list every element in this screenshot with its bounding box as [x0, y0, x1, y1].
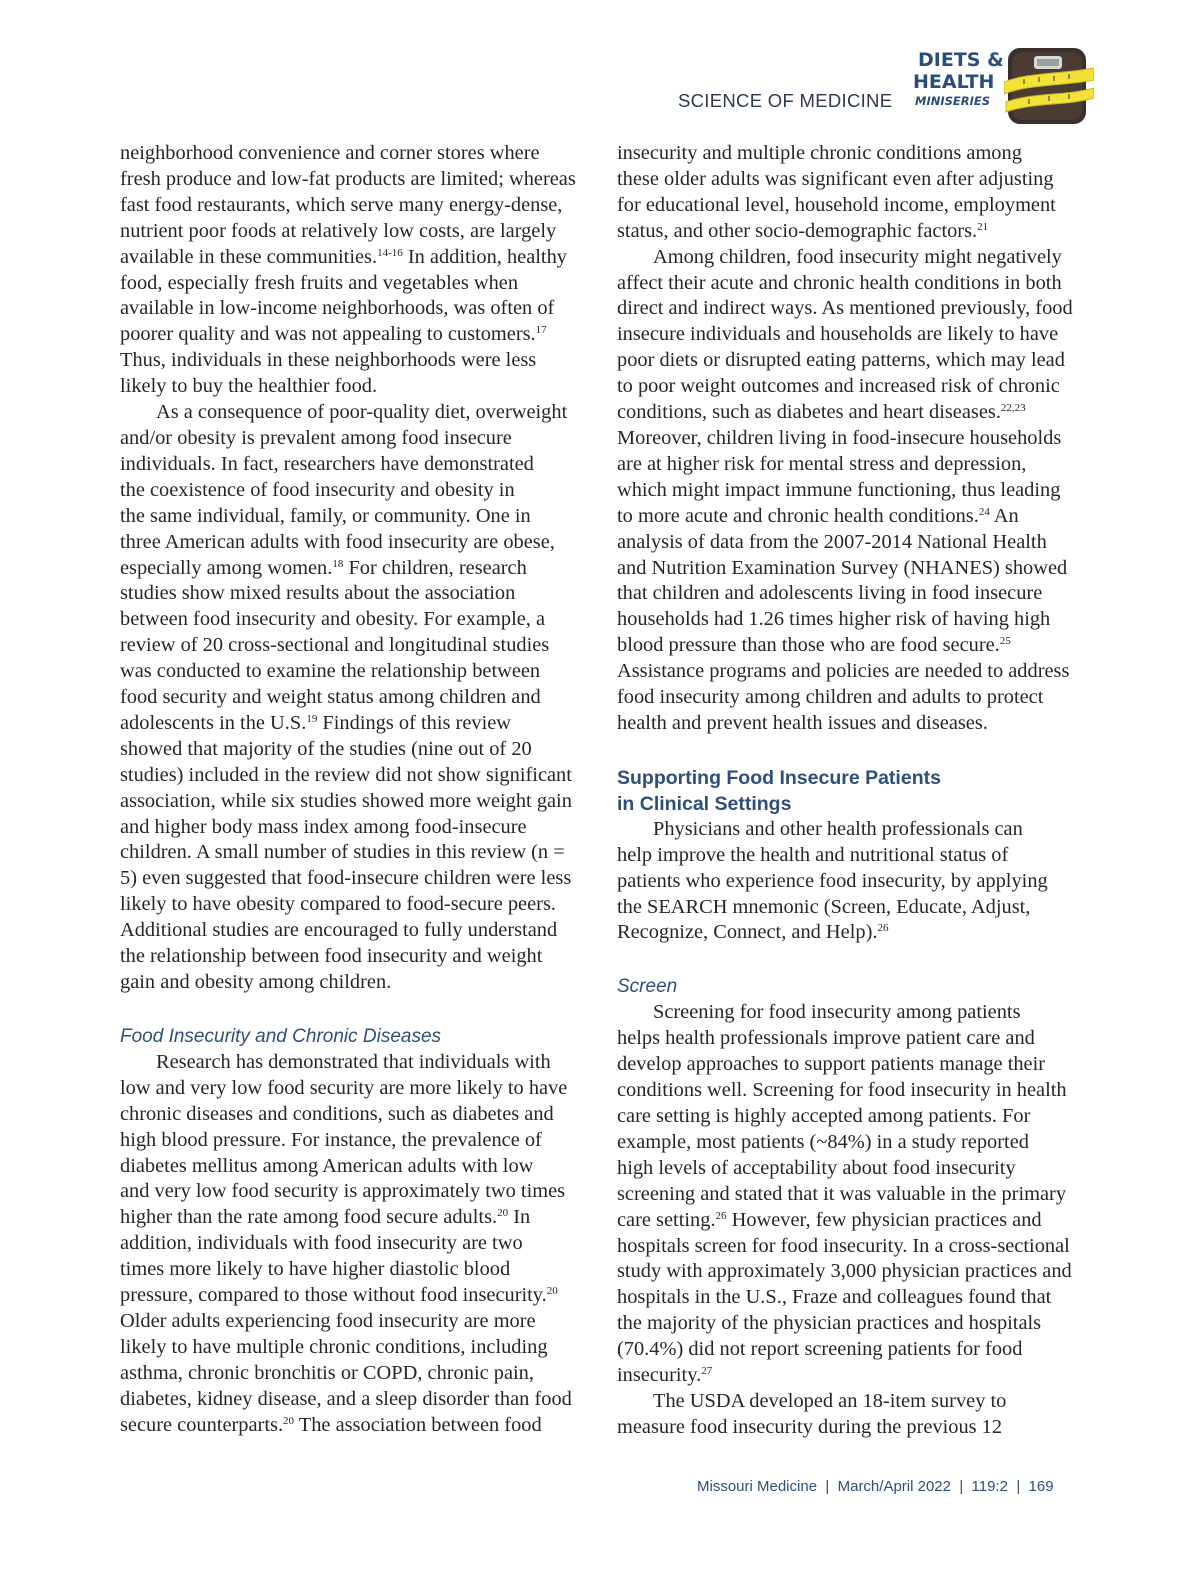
text-line: blood pressure than those who are food secure.$^{25}$	[617, 634, 1011, 657]
text-line: conditions, such as diabetes and heart diseases.$^{22,23}$	[617, 401, 1026, 424]
text-line: and Nutrition Examination Survey (NHANES) showed	[617, 556, 1068, 579]
text-line: Assistance programs and policies are needed to address	[617, 660, 1070, 683]
text-line: the relationship between food insecurity and weight	[120, 945, 543, 968]
text-line: health and prevent health issues and diseases.	[617, 711, 988, 734]
text-line: analysis of data from the 2007-2014 National Health	[617, 530, 1047, 553]
subheading-screen: Screen	[617, 976, 678, 998]
text-line: children. A small number of studies in this review (n =	[120, 841, 565, 864]
text-line: help improve the health and nutritional status of	[617, 843, 1009, 866]
text-line: asthma, chronic bronchitis or COPD, chronic pain,	[120, 1361, 534, 1384]
text-line: for educational level, household income, employment	[617, 193, 1056, 216]
text-line: Research has demonstrated that individuals with	[156, 1050, 551, 1073]
text-line: food insecurity among children and adults to protect	[617, 686, 1044, 709]
text-line: review of 20 cross-sectional and longitudinal studies	[120, 634, 550, 657]
text-line: fast food restaurants, which serve many energy-dense,	[120, 193, 563, 216]
text-line: poorer quality and was not appealing to customers.$^{17}$	[120, 323, 547, 346]
citation: 20	[546, 1284, 558, 1297]
text-line: As a consequence of poor-quality diet, overweight	[156, 401, 568, 424]
citation: 21	[977, 220, 989, 233]
text-line: the same individual, family, or community. One in	[120, 504, 531, 527]
text-line: care setting is highly accepted among patients. For	[617, 1105, 1031, 1127]
text-line: addition, individuals with food insecurity are two	[120, 1232, 523, 1255]
text-line: to more acute and chronic health conditions.$^{24}$ An	[617, 504, 1019, 527]
text-line: conditions well. Screening for food insecurity in health	[617, 1079, 1067, 1102]
text-line: and very low food security is approximately two times	[120, 1180, 566, 1203]
text-line: example, most patients (~84%) in a study reported	[617, 1130, 1029, 1153]
text-line: (70.4%) did not report screening patients for food	[617, 1338, 1023, 1361]
text-line: these older adults was significant even after adjusting	[617, 167, 1054, 190]
text-line: hospitals in the U.S., Fraze and colleagues found that	[617, 1286, 1052, 1309]
text-line: diabetes mellitus among American adults with low	[120, 1154, 534, 1177]
text-line: the SEARCH mnemonic (Screen, Educate, Adjust,	[617, 895, 1031, 918]
text-line: Moreover, children living in food-insecure households	[617, 426, 1062, 449]
text-line: food, especially fresh fruits and vegetables when	[120, 271, 519, 294]
citation: 17	[535, 324, 547, 337]
bathroom-scale-with-measuring-tape-icon	[1004, 46, 1094, 128]
running-header: SCIENCE OF MEDICINE	[678, 90, 893, 111]
subheading-food-insecurity-chronic-diseases: Food Insecurity and Chronic Diseases	[120, 1025, 442, 1047]
text-line: screening and stated that it was valuable in the primary	[617, 1182, 1067, 1205]
text-line: high blood pressure. For instance, the prevalence of	[120, 1128, 542, 1151]
text-line: higher than the rate among food secure adults.$^{20}$ In	[120, 1206, 531, 1229]
citation: 24	[978, 505, 990, 518]
text-line: food security and weight status among children and	[120, 686, 541, 709]
citation: 14-16	[377, 246, 403, 259]
text-line: insecure individuals and households are likely to have	[617, 323, 1059, 346]
logo-line-3: MINISERIES	[915, 94, 991, 108]
text-line: which might impact immune functioning, thus leading	[617, 478, 1061, 501]
text-line: low and very low food security are more likely to have	[120, 1076, 568, 1099]
text-line: adolescents in the U.S.$^{19}$ Findings of this review	[120, 711, 512, 734]
citation: 26	[877, 922, 889, 935]
text-line: affect their acute and chronic health conditions in both	[617, 271, 1062, 294]
text-line: 5) even suggested that food-insecure children were less	[120, 867, 572, 890]
text-line: between food insecurity and obesity. For example, a	[120, 608, 546, 631]
text-line: Recognize, Connect, and Help).$^{26}$	[617, 921, 889, 944]
section-title: Supporting Food Insecure Patients	[617, 766, 941, 789]
left-column	[120, 141, 590, 1439]
text-line: neighborhood convenience and corner stores where	[120, 142, 540, 164]
text-line: high levels of acceptability about food insecurity	[617, 1156, 1016, 1179]
citation: 22,23	[1000, 401, 1026, 414]
text-line: poor diets or disrupted eating patterns, which may lead	[617, 349, 1065, 372]
citation: 19	[306, 712, 318, 725]
text-line: insecurity and multiple chronic conditions among	[617, 142, 1022, 164]
right-column	[617, 141, 1092, 1441]
text-line: hospitals screen for food insecurity. In a cross-sectional	[617, 1234, 1070, 1257]
text-line: the coexistence of food insecurity and obesity in	[120, 478, 515, 501]
citation: 27	[701, 1364, 713, 1377]
text-line: develop approaches to support patients manage their	[617, 1053, 1046, 1076]
text-line: Screening for food insecurity among patients	[653, 1001, 1021, 1024]
text-line: Physicians and other health professionals can	[653, 817, 1023, 840]
text-line: and/or obesity is prevalent among food insecure	[120, 426, 512, 449]
text-line: and higher body mass index among food-insecure	[120, 815, 527, 838]
text-line: studies) included in the review did not show significant	[120, 763, 572, 786]
citation: 20	[283, 1414, 295, 1427]
text-line: pressure, compared to those without food insecurity.$^{20}$	[120, 1284, 558, 1307]
text-line: likely to have multiple chronic conditions, including	[120, 1335, 548, 1358]
text-line: available in these communities.$^{14-16}$ In addition, healthy	[120, 245, 567, 268]
text-line: that children and adolescents living in food insecure	[617, 582, 1043, 605]
text-line: Thus, individuals in these neighborhoods were less	[120, 349, 537, 372]
text-line: Among children, food insecurity might negatively	[653, 245, 1062, 268]
text-line: helps health professionals improve patient care and	[617, 1027, 1035, 1050]
citation: 26	[715, 1209, 727, 1222]
text-line: households had 1.26 times higher risk of having high	[617, 608, 1051, 631]
text-line: times more likely to have higher diastolic blood	[120, 1258, 511, 1281]
text-line: chronic diseases and conditions, such as diabetes and	[120, 1102, 554, 1125]
text-line: likely to have obesity compared to food-secure peers.	[120, 893, 556, 916]
text-line: showed that majority of the studies (nine out of 20	[120, 737, 532, 760]
text-line: The USDA developed an 18-item survey to	[653, 1389, 1007, 1412]
citation: 20	[497, 1207, 509, 1220]
text-line: status, and other socio-demographic factors.$^{21}$	[617, 219, 989, 242]
text-line: measure food insecurity during the previous 12	[617, 1415, 1003, 1438]
text-line: likely to buy the healthier food.	[120, 375, 378, 398]
logo-line-1: DIETS &	[918, 49, 1004, 71]
text-line: are at higher risk for mental stress and depression,	[617, 452, 1027, 475]
text-line: fresh produce and low-fat products are limited; whereas	[120, 167, 576, 190]
section-title: in Clinical Settings	[617, 792, 792, 815]
text-line: to poor weight outcomes and increased risk of chronic	[617, 375, 1060, 398]
text-line: the majority of the physician practices and hospitals	[617, 1312, 1042, 1335]
page-footer: Missouri Medicine | March/April 2022 | 119:2 | 169	[697, 1478, 1054, 1495]
text-line: Additional studies are encouraged to fully understand	[120, 919, 558, 942]
text-line: patients who experience food insecurity, by applying	[617, 869, 1048, 892]
citation: 25	[999, 635, 1011, 648]
text-line: three American adults with food insecurity are obese,	[120, 530, 555, 553]
text-line: study with approximately 3,000 physician practices and	[617, 1260, 1072, 1283]
text-line: individuals. In fact, researchers have demonstrated	[120, 452, 534, 475]
text-line: available in low-income neighborhoods, was often of	[120, 297, 555, 320]
text-line: association, while six studies showed more weight gain	[120, 789, 572, 812]
citation: 18	[332, 557, 344, 570]
text-line: Older adults experiencing food insecurity are more	[120, 1309, 536, 1332]
logo-line-2: HEALTH	[913, 71, 995, 93]
text-line: direct and indirect ways. As mentioned previously, food	[617, 297, 1073, 320]
text-line: secure counterparts.$^{20}$ The association between food	[120, 1413, 542, 1436]
miniseries-logo	[908, 46, 1094, 128]
text-line: studies show mixed results about the association	[120, 582, 516, 605]
text-line: diabetes, kidney disease, and a sleep disorder than food	[120, 1387, 572, 1410]
text-line: care setting.$^{26}$ However, few physician practices and	[617, 1208, 1042, 1231]
text-line: was conducted to examine the relationship between	[120, 660, 541, 683]
text-line: insecurity.$^{27}$	[617, 1364, 713, 1387]
text-line: especially among women.$^{18}$ For children, research	[120, 556, 527, 579]
text-line: nutrient poor foods at relatively low costs, are largely	[120, 219, 557, 242]
text-line: gain and obesity among children.	[120, 971, 392, 993]
